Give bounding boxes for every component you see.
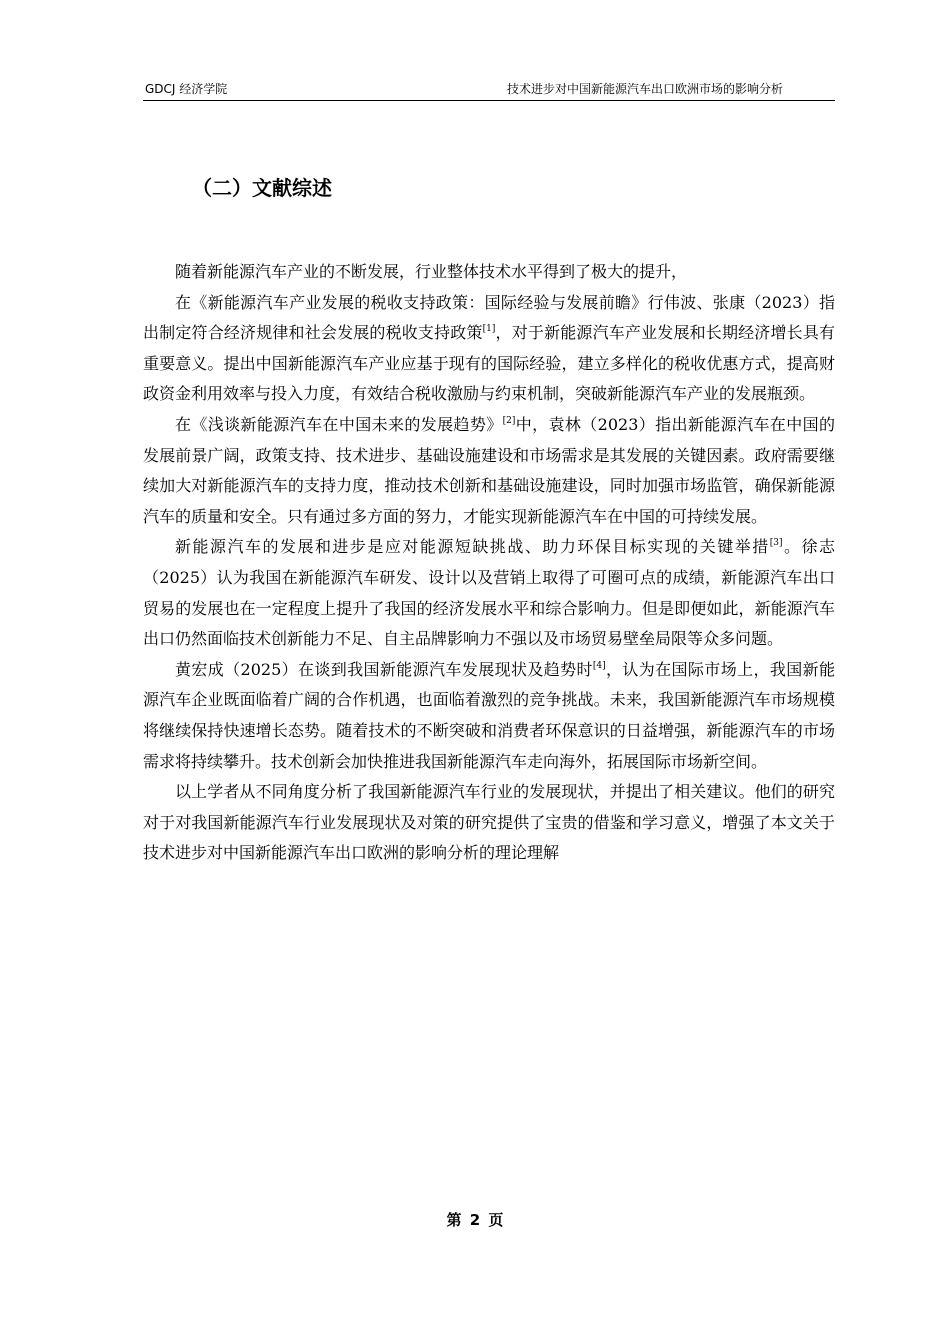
paragraph-4: 新能源汽车的发展和进步是应对能源短缺挑战、助力环保目标实现的关键举措[3]。徐志（2025）认为我国在新能源汽车研发、设计以及营销上取得了可圈可点的成绩，新能源汽车出口贸易的发展也在一定程度上提升了我国的经济发展水平和综合影响力。但是即便如此，新能源汽车出口仍然面临技术创新能力不足、自主品牌影响力不强以及市场贸易壁垒局限等众多问题。: [143, 537, 835, 649]
citation-ref-2: [2]: [502, 415, 516, 426]
header-paper-title: 技术进步对中国新能源汽车出口欧洲市场的影响分析: [506, 82, 783, 96]
citation-ref-1: [1]: [482, 324, 496, 335]
page-number: 第 2 页: [446, 1211, 504, 1229]
paragraph-6: 以上学者从不同角度分析了我国新能源汽车行业的发展现状，并提出了相关建议。他们的研究对于对我国新能源汽车行业发展现状及对策的研究提供了宝贵的借鉴和学习意义，增强了本文关于技术进步对中国新能源汽车出口欧洲的影响分析的理论理解: [143, 782, 835, 863]
header-institution: GDCJ 经济学院: [145, 82, 228, 96]
paragraph-3: 在《浅谈新能源汽车在中国未来的发展趋势》[2]中，袁林（2023）指出新能源汽车在中国的发展前景广阔，政策支持、技术进步、基础设施建设和市场需求是其发展的关键因素。政府需要继续加大对新能源汽车的支持力度，推动技术创新和基础设施建设，同时加强市场监管，确保新能源汽车的质量和安全。只有通过多方面的努力，才能实现新能源汽车在中国的可持续发展。: [143, 414, 835, 526]
running-header: [143, 78, 835, 101]
citation-ref-3: [3]: [769, 538, 783, 549]
body-text: [143, 257, 835, 869]
paragraph-5: 黄宏成（2025）在谈到我国新能源汽车发展现状及趋势时[4]，认为在国际市场上，我国新能源汽车企业既面临着广阔的合作机遇，也面临着激烈的竞争挑战。未来，我国新能源汽车市场规模将继续保持快速增长态势。随着技术的不断突破和消费者环保意识的日益增强，新能源汽车的市场需求将持续攀升。技术创新会加快推进我国新能源汽车走向海外，拓展国际市场新空间。: [143, 659, 835, 771]
citation-ref-4: [4]: [592, 660, 606, 671]
paragraph-2: 在《新能源汽车产业发展的税收支持政策：国际经验与发展前瞻》行伟波、张康（2023）指出制定符合经济规律和社会发展的税收支持政策[1]，对于新能源汽车产业发展和长期经济增长具有重要意义。提出中国新能源汽车产业应基于现有的国际经验，建立多样化的税收优惠方式，提高财政资金利用效率与投入力度，有效结合税收激励与约束机制，突破新能源汽车产业的发展瓶颈。: [143, 292, 835, 404]
paragraph-1: 随着新能源汽车产业的不断发展，行业整体技术水平得到了极大的提升，: [175, 262, 688, 281]
section-title: （二）文献综述: [192, 176, 332, 200]
